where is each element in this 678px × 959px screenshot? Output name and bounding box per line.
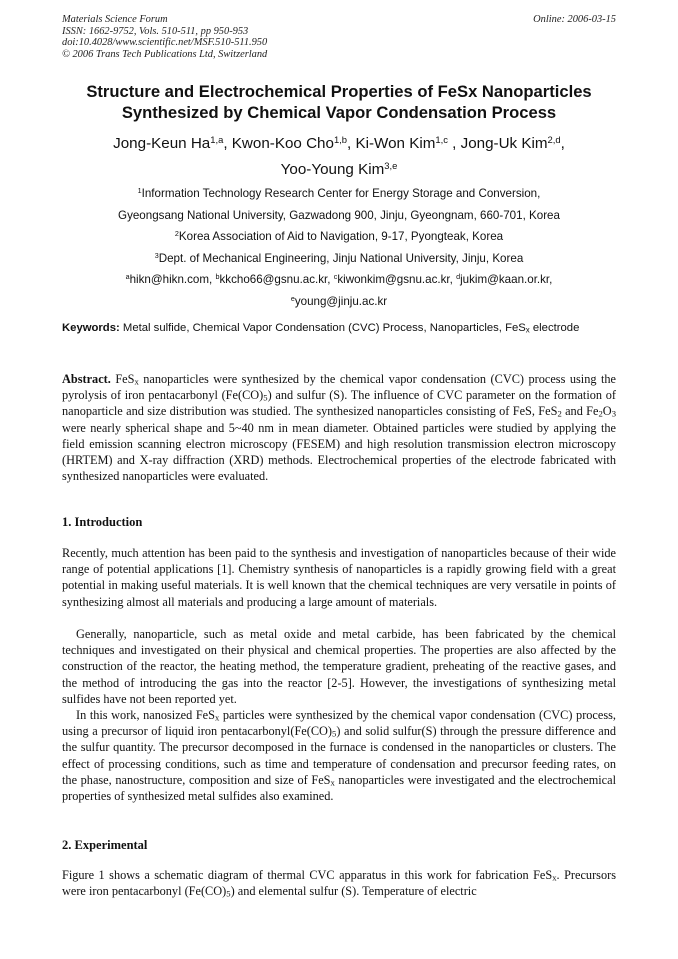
section-heading-introduction: 1. Introduction: [62, 515, 143, 529]
author-name: Jong-Keun Ha: [113, 135, 211, 152]
email-address[interactable]: young@jinju.ac.kr: [294, 294, 388, 308]
subscript: x: [214, 712, 220, 723]
email-line-2: [62, 291, 616, 313]
author-superscript: 1,c: [435, 133, 448, 145]
subscript: x: [134, 376, 139, 387]
author-superscript: 2,d: [547, 133, 561, 145]
separator: ,: [560, 135, 565, 152]
affiliation-1-line-1: [62, 183, 616, 205]
keywords-end: electrode: [529, 322, 580, 334]
intro-paragraph-3: [62, 707, 616, 804]
title-line-1: Structure and Electrochemical Properties of FeSx Nanoparticles: [86, 82, 592, 101]
abstract: [62, 371, 616, 484]
paragraph-text: ) and solid sulfur(S) through the pressure difference and the sulfur quantity. The precursor decomposed in the furnace is condensed in the nanoparticles or clusters. The effect of processing conditions, such as time and temperature of condensation and precursor feeding rates, on the phase, nanostructure, composition and size of FeS: [62, 724, 616, 787]
email-line-1: [62, 269, 616, 291]
email-address[interactable]: kiwonkim@gsnu.ac.kr,: [337, 273, 457, 286]
publication-info: [62, 14, 267, 60]
author-name: Yoo-Young Kim: [280, 161, 385, 178]
paper-title: [62, 81, 616, 123]
subscript: 2: [598, 409, 603, 420]
author-name: Kwon-Koo Cho: [231, 135, 334, 152]
section-heading-experimental: 2. Experimental: [62, 838, 148, 852]
author-line-2: [62, 157, 616, 183]
subscript: 3: [611, 409, 616, 420]
email-marker: e: [290, 293, 295, 303]
keywords-subscript: x: [525, 325, 530, 335]
intro-paragraph-2: Generally, nanoparticle, such as metal oxide and metal carbide, has been fabricated by the chemical techniques and investigated on their physical and chemical properties. The properties are also affected by the construction of the reactor, the heating method, the temperature gradient, preheating of the reactive gases, and the method of introducing the gas into the reactor [2-5]. However, the investigations of synthesizing metal sulfides have not been reported yet.: [62, 627, 616, 706]
subscript: 5: [226, 888, 231, 899]
affiliation-2: [62, 226, 616, 248]
abstract-text: were nearly spherical shape and 5~40 nm in mean diameter. Obtained particles were studied by applying the field emission scanning electron microscopy (FESEM) and high resolution transmission electron microscopy (HRTEM) and X-ray diffraction (XRD) methods. Electrochemical properties of the electrode fabricated with synthesized nanoparticles were evaluated.: [62, 420, 616, 484]
title-line-2: Synthesized by Chemical Vapor Condensation Process: [121, 103, 557, 122]
affiliation-text: Information Technology Research Center for Energy Storage and Conversion,: [141, 187, 541, 200]
separator: ,: [223, 135, 232, 152]
separator: ,: [347, 135, 356, 152]
affiliation-3: [62, 248, 616, 270]
abstract-text: nanoparticles were synthesized by the chemical vapor condensation (CVC) process using the pyrolysis of iron pentacarbonyl (Fe(CO): [62, 372, 616, 403]
author-superscript: 1,a: [210, 133, 224, 145]
subscript: x: [330, 777, 335, 788]
affiliation-marker: 3: [154, 250, 159, 260]
email-marker: a: [125, 272, 130, 282]
email-address[interactable]: hikn@hikn.com,: [129, 273, 216, 286]
paragraph-text: ) and elemental sulfur (S). Temperature of electric: [230, 884, 477, 899]
subscript: x: [552, 872, 557, 883]
email-address[interactable]: kkcho66@gsnu.ac.kr,: [219, 273, 334, 286]
issn-line: ISSN: 1662-9752, Vols. 510-511, pp 950-953: [62, 25, 249, 37]
paragraph-text: Figure 1 shows a schematic diagram of thermal CVC apparatus in this work for fabrication FeS: [62, 868, 553, 882]
keywords-text: Metal sulfide, Chemical Vapor Condensation (CVC) Process, Nanoparticles, FeS: [119, 322, 526, 334]
email-marker: c: [333, 272, 338, 282]
experimental-paragraph: [62, 867, 616, 899]
author-superscript: 3,e: [384, 159, 398, 171]
online-date: Online: 2006-03-15: [533, 14, 616, 25]
email-address[interactable]: jukim@kaan.or.kr,: [460, 273, 553, 286]
affiliation-marker: 2: [174, 229, 179, 239]
subscript: 5: [332, 728, 337, 739]
paragraph-text: In this work, nanosized FeS: [76, 708, 215, 722]
author-superscript: 1,b: [333, 133, 348, 145]
keywords-label: Keywords:: [62, 322, 120, 334]
abstract-text: FeS: [110, 372, 135, 386]
subscript: 5: [263, 392, 268, 403]
affiliation-text: Korea Association of Aid to Navigation, 9-17, Pyongteak, Korea: [178, 230, 504, 243]
email-marker: d: [456, 272, 461, 282]
author-name: Jong-Uk Kim: [460, 135, 548, 152]
subscript: 2: [557, 409, 562, 420]
abstract-text: and Fe: [561, 404, 599, 419]
paragraph-text: nanoparticles were investigated and the electrochemical properties of synthesized metal sulfides also examined.: [62, 772, 617, 804]
copyright-line: © 2006 Trans Tech Publications Ltd, Switzerland: [62, 48, 268, 60]
email-marker: b: [215, 272, 220, 282]
paragraph-text: particles were synthesized by the chemical vapor condensation (CVC) process, using a precursor of liquid iron pentacarbonyl(Fe(CO): [62, 708, 616, 739]
paragraph-text: . Precursors were iron pentacarbonyl (Fe(CO): [62, 868, 616, 899]
affiliation-marker: 1: [137, 186, 142, 196]
intro-paragraph-1: Recently, much attention has been paid to the synthesis and investigation of nanoparticles because of their wide range of potential applications [1]. Chemistry synthesis of nanoparticles is a rapidly growing field with a great potential in making useful materials. It is well known that the chemical techniques are very versatile in points of synthesizing almost all materials and producing a large amount of materials.: [62, 546, 616, 609]
journal-name: Materials Science Forum: [62, 14, 168, 25]
keywords: [62, 321, 616, 336]
doi-line[interactable]: doi:10.4028/www.scientific.net/MSF.510-511.950: [62, 37, 268, 48]
author-name: Ki-Won Kim: [355, 135, 436, 152]
affiliation-1-line-2: Gyeongsang National University, Gazwadong 900, Jinju, Gyeongnam, 660-701, Korea: [118, 208, 560, 222]
abstract-text: ) and sulfur (S). The influence of CVC parameter on the formation of nanoparticle and size distribution was studied. The synthesized nanoparticles consisting of FeS, FeS: [62, 388, 616, 419]
separator: ,: [447, 135, 461, 152]
abstract-text: O: [602, 404, 612, 419]
author-line-1: [62, 131, 616, 157]
abstract-label: Abstract.: [62, 372, 111, 386]
affiliation-text: Dept. of Mechanical Engineering, Jinju National University, Jinju, Korea: [158, 251, 524, 265]
